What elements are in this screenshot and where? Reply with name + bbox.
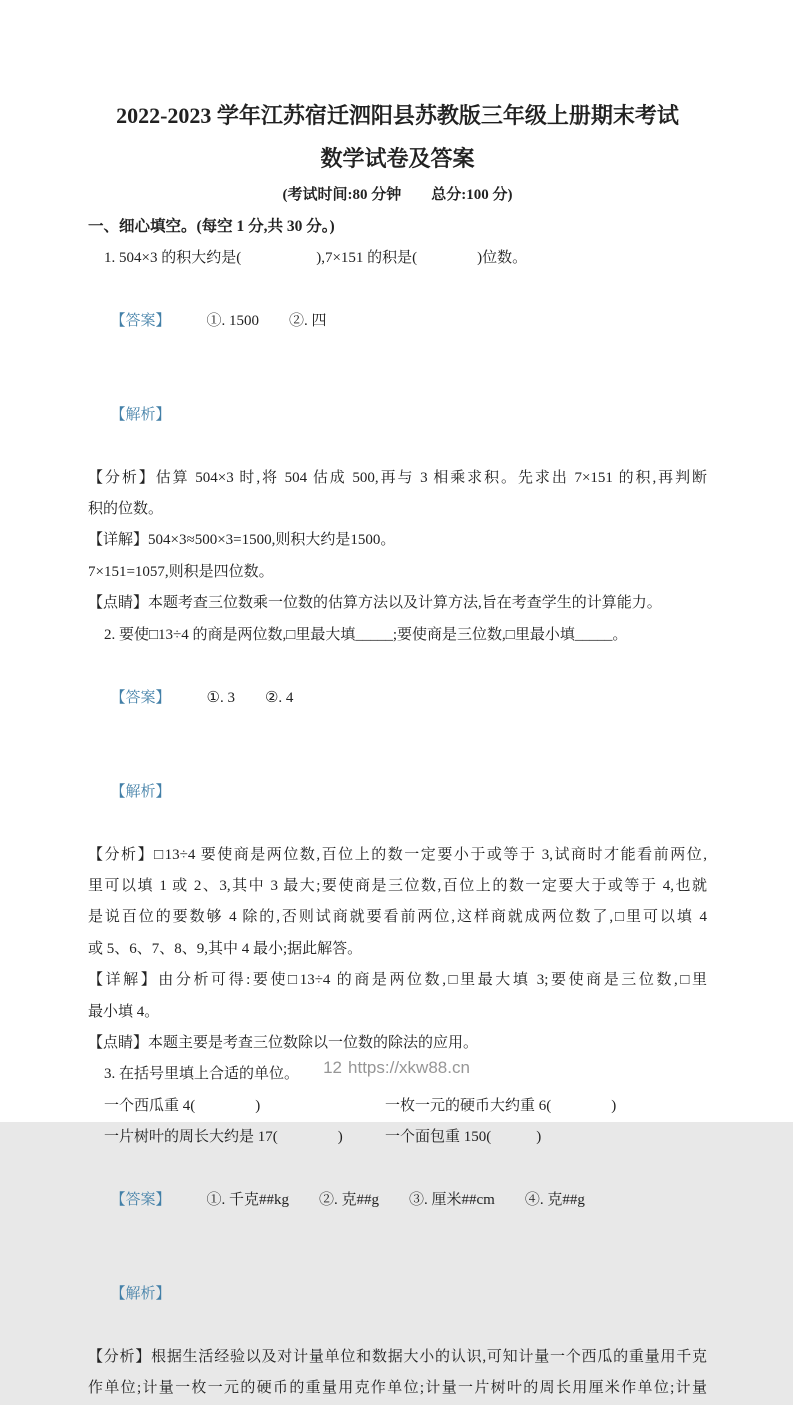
q2-analysis-text-1: 【分析】□13÷4 要使商是两位数,百位上的数一定要小于或等于 3,试商时才能看前两位, xyxy=(88,846,707,863)
q1-analysis-header-line xyxy=(88,368,707,462)
q2-answer-content: ①. 3 ②. 4 xyxy=(206,689,294,706)
exam-info: (考试时间:80 分钟 总分:100 分) xyxy=(282,187,513,203)
q1-analysis-text-1: 【分析】估算 504×3 时,将 504 估成 500,再与 3 相乘求积。先求出 7×151 的积,再判断 xyxy=(88,469,707,486)
q1-answer-label: 【答案】 xyxy=(110,312,171,329)
q3-unit-item-coin: 一枚一元的硬币大约重 6( ) xyxy=(385,1097,617,1114)
q3-unit-item-leaf: 一片树叶的周长大约是 17( ) xyxy=(104,1129,343,1146)
q1-comment-text: 【点睛】本题考查三位数乘一位数的估算方法以及计算方法,旨在考查学生的计算能力。 xyxy=(88,595,662,612)
q3-unit-item-bread: 一个面包重 150( ) xyxy=(385,1129,542,1146)
footer-site-url: https://xkw88.cn xyxy=(348,1058,470,1077)
q2-analysis-text-3: 是说百位的要数够 4 除的,否则试商就要看前两位,这样商就成两位数了,□里可以填 4 xyxy=(88,909,707,926)
q2-analysis-header-line xyxy=(88,745,707,839)
q1-detail-text-2: 7×151=1057,则积是四位数。 xyxy=(88,563,274,580)
exam-title-line1: 2022-2023 学年江苏宿迁泗阳县苏教版三年级上册期末考试 xyxy=(116,103,679,128)
exam-title-line2: 数学试卷及答案 xyxy=(320,146,475,171)
q3-analysis-label: 【解析】 xyxy=(110,1286,171,1303)
q2-detail-text-2: 最小填 4。 xyxy=(88,1003,160,1020)
q1-analysis-label: 【解析】 xyxy=(110,406,171,423)
q3-units-row-1 xyxy=(88,1091,707,1122)
q2-analysis-text-4: 或 5、6、7、8、9,其中 4 最小;据此解答。 xyxy=(88,940,363,957)
q1-answer-line xyxy=(88,274,707,368)
q2-analysis-text-2: 里可以填 1 或 2、3,其中 3 最大;要使商是三位数,百位上的数一定要大于或等于 4,也就 xyxy=(88,877,707,894)
q3-analysis-text-1: 【分析】根据生活经验以及对计量单位和数据大小的认识,可知计量一个西瓜的重量用千克 xyxy=(88,1349,707,1366)
q3-answer-line xyxy=(88,1154,707,1248)
question-3: 3. 在括号里填上合适的单位。 xyxy=(104,1066,300,1083)
page-footer xyxy=(0,1058,793,1078)
question-1: 1. 504×3 的积大约是( ),7×151 的积是( )位数。 xyxy=(104,249,528,266)
q2-detail-text-1: 【详解】由分析可得:要使□13÷4 的商是两位数,□里最大填 3;要使商是三位数,□里 xyxy=(88,972,707,989)
q3-unit-item-watermelon: 一个西瓜重 4( ) xyxy=(104,1097,261,1114)
q3-answer-content: ①. 千克##kg ②. 克##g ③. 厘米##cm ④. 克##g xyxy=(206,1192,585,1208)
q3-answer-label: 【答案】 xyxy=(110,1192,171,1208)
q3-analysis-text-2: 作单位;计量一枚一元的硬币的重量用克作单位;计量一片树叶的周长用厘米作单位;计量 xyxy=(88,1380,707,1397)
question-2: 2. 要使□13÷4 的商是两位数,□里最大填_____;要使商是三位数,□里最小填_____。 xyxy=(104,626,628,643)
q2-comment-text: 【点睛】本题主要是考查三位数除以一位数的除法的应用。 xyxy=(88,1034,479,1051)
q2-answer-label: 【答案】 xyxy=(110,689,171,706)
q2-analysis-label: 【解析】 xyxy=(110,783,171,800)
q3-units-row-2 xyxy=(88,1122,707,1153)
section-1-heading: 一、细心填空。(每空 1 分,共 30 分。) xyxy=(88,218,335,236)
q2-answer-line xyxy=(88,651,707,745)
footer-page-number: 12 xyxy=(323,1058,343,1077)
q1-analysis-text-2: 积的位数。 xyxy=(88,501,164,518)
q3-analysis-header-line xyxy=(88,1248,707,1342)
q1-detail-text-1: 【详解】504×3≈500×3=1500,则积大约是1500。 xyxy=(88,532,396,549)
q1-answer-content: ①. 1500 ②. 四 xyxy=(206,312,327,329)
